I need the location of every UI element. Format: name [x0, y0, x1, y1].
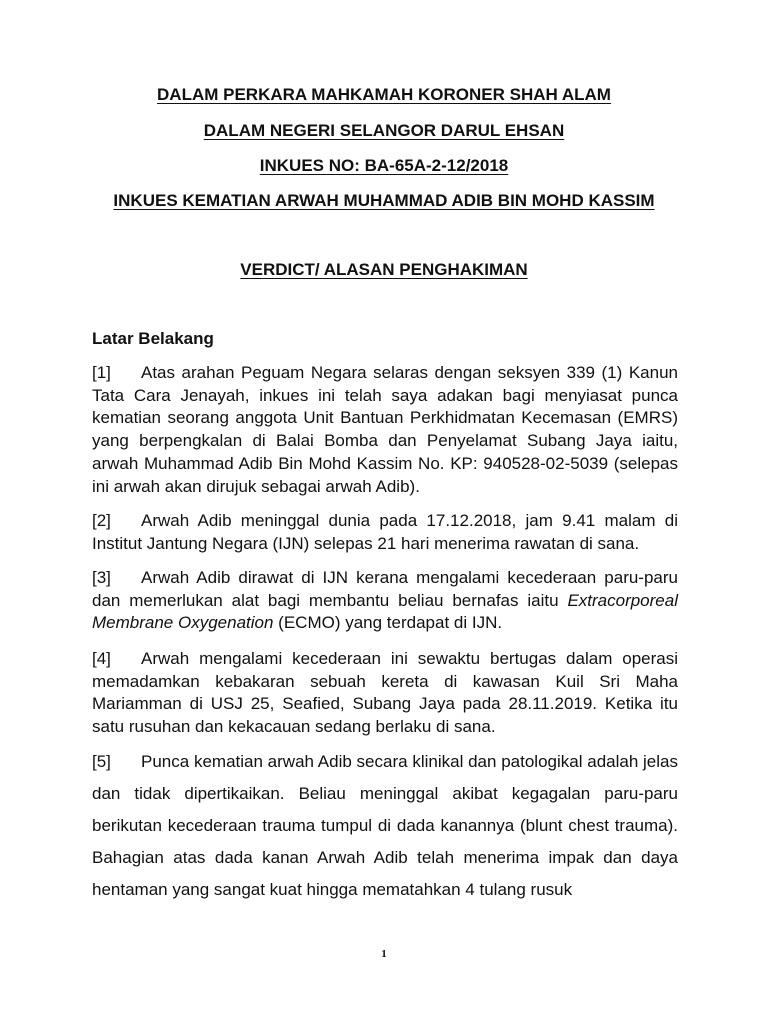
paragraph-number: [5] [92, 752, 111, 771]
paragraph-text: Atas arahan Peguam Negara selaras dengan seksyen 339 (1) Kanun Tata Cara Jenayah, inkues ini telah saya adakan bagi menyiasat punca kematian seorang anggota Unit Bantuan Perkhidmatan Kecemasan (EMRS) yang berpengkalan di Balai Bomba dan Penyelamat Subang Jaya iaitu, arwah Muhammad Adib Bin Mohd Kassim No. KP: 940528-02-5039 (selepas ini arwah akan dirujuk sebagai arwah Adib). [92, 363, 678, 496]
paragraph-4 [92, 648, 678, 739]
paragraph-text: Arwah mengalami kecederaan ini sewaktu bertugas dalam operasi memadamkan kebakaran sebuah kereta di kawasan Kuil Sri Maha Mariamman di USJ 25, Seafied, Subang Jaya pada 28.11.2019. Ketika itu satu rusuhan dan kekacauan sedang berlaku di sana. [92, 649, 678, 737]
verdict-title: VERDICT/ ALASAN PENGHAKIMAN [240, 260, 528, 279]
paragraph-text-end: (ECMO) yang terdapat di IJN. [273, 613, 503, 633]
court-heading: DALAM PERKARA MAHKAMAH KORONER SHAH ALAM [157, 85, 611, 104]
paragraph-number: [4] [92, 649, 111, 668]
section-title-latar-belakang: Latar Belakang [92, 329, 214, 348]
paragraph-text: Punca kematian arwah Adib secara klinikal dan patologikal adalah jelas dan tidak dipertikaikan. Beliau meninggal akibat kegagalan paru-paru berikutan kecederaan trauma tumpul di dada kanannya (blunt chest trauma). Bahagian atas dada kanan Arwah Adib telah menerima impak dan daya hentaman yang sangat kuat hingga mematahkan 4 tulang rusuk [92, 752, 678, 899]
paragraph-1 [92, 362, 678, 498]
paragraph-number: [3] [92, 568, 111, 587]
page-number: 1 [381, 948, 387, 960]
state-heading: DALAM NEGERI SELANGOR DARUL EHSAN [203, 121, 565, 140]
inquest-number-heading: INKUES NO: BA-65A-2-12/2018 [259, 156, 509, 175]
inquest-subject-heading: INKUES KEMATIAN ARWAH MUHAMMAD ADIB BIN MOHD KASSIM [113, 191, 655, 210]
paragraph-number: [1] [92, 363, 111, 382]
paragraph-5 [92, 746, 678, 906]
paragraph-2 [92, 510, 678, 555]
paragraph-text: Arwah Adib meninggal dunia pada 17.12.2018, jam 9.41 malam di Institut Jantung Negara (IJN) selepas 21 hari menerima rawatan di sana. [92, 511, 678, 553]
paragraph-3 [92, 567, 678, 635]
paragraph-italic-term: Extracorporeal Membrane Oxygenation [92, 590, 678, 633]
paragraph-text: Arwah Adib dirawat di IJN kerana mengalami kecederaan paru-paru dan memerlukan alat bagi membantu beliau bernafas iaitu [92, 568, 678, 610]
paragraph-number: [2] [92, 511, 111, 530]
